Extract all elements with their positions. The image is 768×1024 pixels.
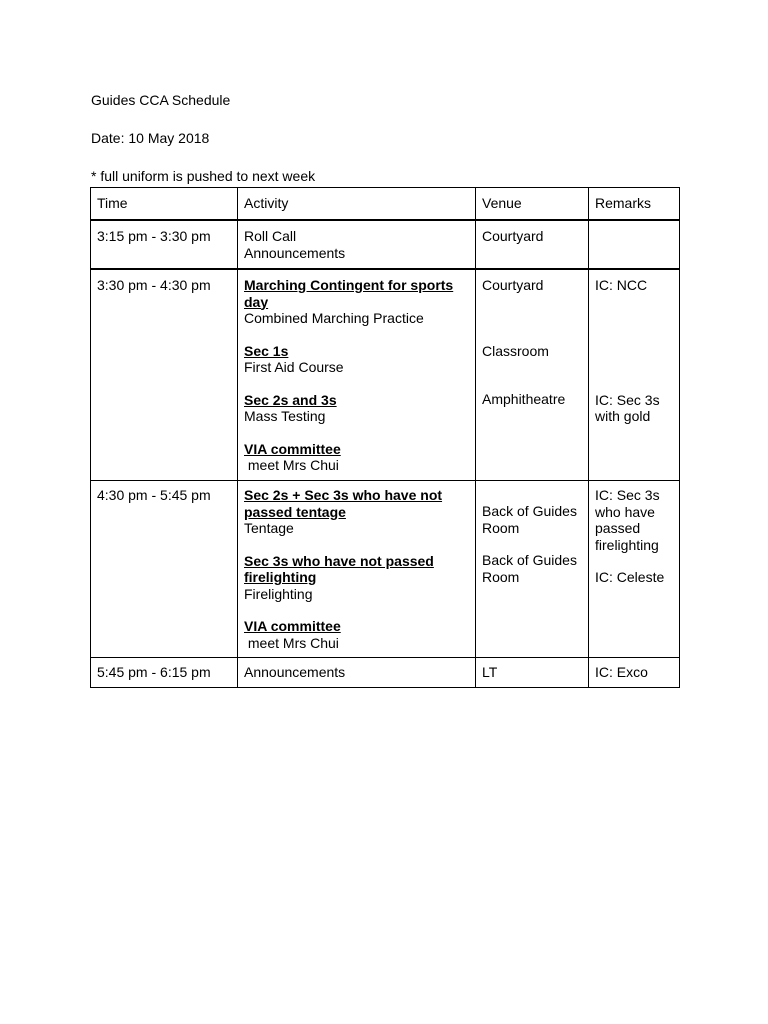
activity-cell [238, 481, 476, 658]
venue-text: Back of Guides Room [482, 503, 577, 536]
group-heading: Sec 2s and 3s [244, 391, 337, 408]
group-heading: Marching Contingent for sports day [244, 277, 454, 310]
group-heading: Sec 2s + Sec 3s who have not passed tentage [244, 487, 443, 520]
activity-text: Announcements [244, 244, 346, 261]
remarks-text: IC: Sec 3s who have passed firelighting [595, 487, 660, 553]
time-cell: 4:30 pm - 5:45 pm [91, 481, 238, 658]
remarks-text: IC: Sec 3s with gold [595, 391, 660, 424]
activity-cell [238, 269, 476, 481]
document-title: Guides CCA Schedule [91, 92, 231, 108]
venue-cell [476, 481, 589, 658]
venue-cell [476, 269, 589, 481]
table-header-row [91, 188, 680, 221]
uniform-note: * full uniform is pushed to next week [91, 168, 316, 184]
header-time: Time [91, 188, 238, 221]
header-remarks: Remarks [589, 188, 680, 221]
header-activity: Activity [238, 188, 476, 221]
table-row [91, 658, 680, 688]
group-heading: Sec 1s [244, 342, 289, 359]
group-text: Firelighting [244, 585, 313, 602]
activity-text: Roll Call [244, 228, 297, 244]
group-text: meet Mrs Chui [244, 457, 339, 473]
group-heading: VIA committee [244, 440, 341, 457]
group-text: meet Mrs Chui [244, 634, 339, 651]
remarks-cell [589, 481, 680, 658]
time-cell: 3:15 pm - 3:30 pm [91, 220, 238, 269]
venue-cell: Courtyard [476, 220, 589, 269]
venue-text: Back of Guides Room [482, 552, 577, 585]
group-heading: VIA committee [244, 618, 341, 634]
schedule-date: Date: 10 May 2018 [91, 130, 210, 146]
activity-cell: Announcements [238, 658, 476, 688]
venue-text: Courtyard [482, 277, 544, 293]
group-text: Tentage [244, 520, 294, 536]
group-text: First Aid Course [244, 359, 344, 375]
remarks-cell [589, 269, 680, 481]
table-row [91, 269, 680, 481]
remarks-text: IC: Celeste [595, 569, 665, 585]
group-text: Combined Marching Practice [244, 310, 424, 326]
venue-text: Classroom [482, 342, 549, 359]
schedule-table [90, 187, 680, 688]
remarks-cell [589, 220, 680, 269]
activity-cell [238, 220, 476, 269]
time-cell: 3:30 pm - 4:30 pm [91, 269, 238, 481]
venue-text: Amphitheatre [482, 391, 566, 407]
remarks-cell: IC: Exco [589, 658, 680, 688]
time-cell: 5:45 pm - 6:15 pm [91, 658, 238, 688]
remarks-text: IC: NCC [595, 277, 648, 293]
table-row [91, 481, 680, 658]
table-row [91, 220, 680, 269]
group-heading: Sec 3s who have not passed firelighting [244, 552, 434, 585]
group-text: Mass Testing [244, 408, 326, 424]
venue-cell: LT [476, 658, 589, 688]
header-venue: Venue [476, 188, 589, 221]
